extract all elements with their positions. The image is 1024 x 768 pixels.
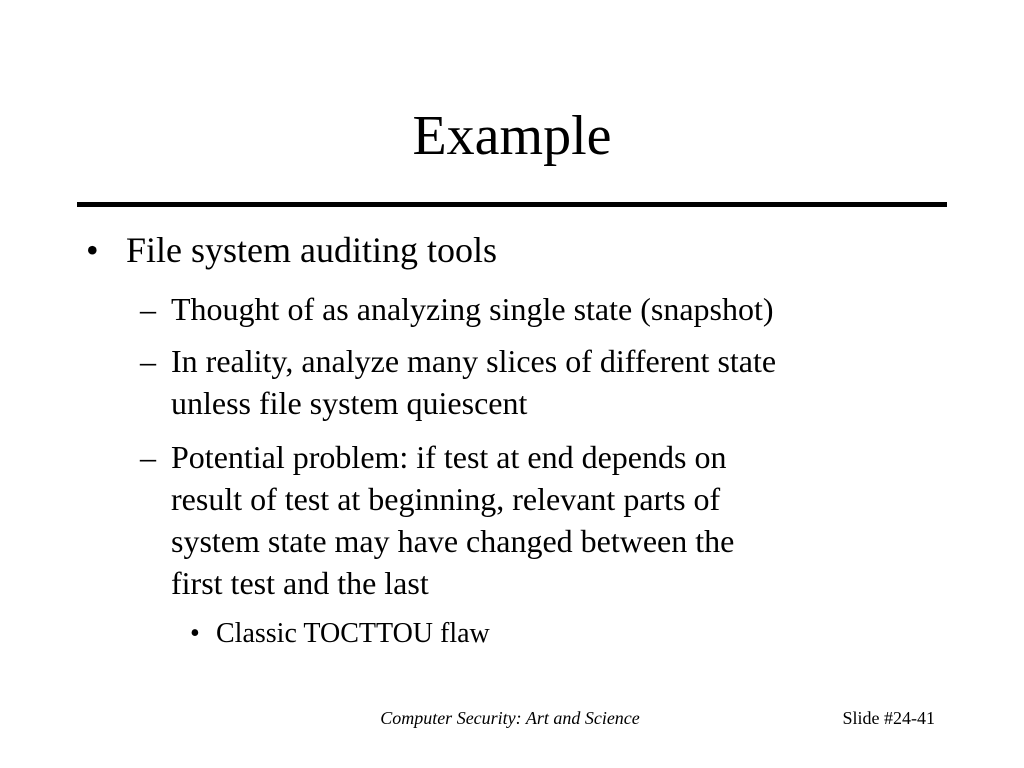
dash-icon: – [140,439,156,475]
text-line: first test and the last [171,565,429,601]
dash-icon: – [140,343,156,379]
slide-title: Example [412,105,612,167]
dash-icon: – [140,291,156,327]
title-divider [77,202,947,207]
sub-bullet-text [171,436,941,604]
bullet-icon: • [86,230,99,270]
sub-sub-bullet-text: Classic TOCTTOU flaw [216,618,490,649]
text-line: Thought of as analyzing single state (snapshot) [171,291,774,327]
footer-slide-number: Slide #24-41 [842,708,935,728]
text-line: unless file system quiescent [171,385,528,421]
text-line: result of test at beginning, relevant parts of [171,481,721,517]
text-line: In reality, analyze many slices of different state [171,343,777,379]
bullet-icon: • [190,618,200,649]
sub-bullet-text [171,340,941,424]
text-line: system state may have changed between the [171,523,735,559]
sub-bullet-text [171,288,941,330]
text-line: Potential problem: if test at end depends on [171,439,727,475]
bullet-text: File system auditing tools [126,230,498,270]
footer-book-title: Computer Security: Art and Science [380,708,640,728]
